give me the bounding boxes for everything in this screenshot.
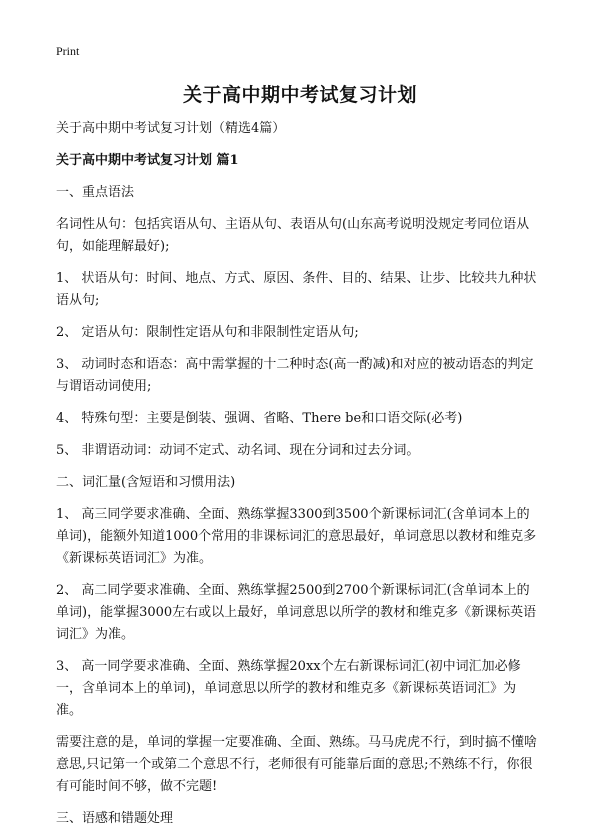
paragraph: 2、 定语从句：限制性定语从句和非限制性定语从句; bbox=[56, 325, 359, 340]
paragraph: 5、 非谓语动词：动词不定式、动名词、现在分词和过去分词。 bbox=[56, 443, 420, 458]
paragraph: 1、 状语从句：时间、地点、方式、原因、条件、目的、结果、让步、比较共九种状语从句; bbox=[56, 271, 537, 308]
paragraph: 4、 特殊句型：主要是倒装、强调、省略、There be和口语交际(必考) bbox=[56, 411, 463, 426]
paragraph: 3、 动词时态和语态：高中需掌握的十二种时态(高一酌减)和对应的被动语态的判定与谓语动词使用; bbox=[56, 357, 534, 394]
document-body bbox=[56, 118, 542, 840]
paragraph: 3、 高一同学要求准确、全面、熟练掌握20xx个左右新课标词汇(初中词汇加必修一，含单词本上的单词)，单词意思以所学的教材和维克多《新课标英语词汇》为准。 bbox=[56, 659, 521, 718]
paragraph: 二、词汇量(含短语和习惯用法) bbox=[56, 475, 236, 490]
document-subtitle: 关于高中期中考试复习计划（精选4篇） bbox=[56, 121, 286, 136]
paragraph: 一、重点语法 bbox=[56, 185, 135, 200]
paragraph: 需要注意的是，单词的掌握一定要准确、全面、熟练。马马虎虎不行，到时搞不懂啥意思,只记第一个或第二个意思不行，老师很有可能靠后面的意思;不熟练不行，你很有可能时间不够，做不完题! bbox=[56, 735, 538, 794]
print-link[interactable]: Print bbox=[56, 44, 80, 58]
paragraph: 2、 高二同学要求准确、全面、熟练掌握2500到2700个新课标词汇(含单词本上的单词)，能掌握3000左右或以上最好，单词意思以所学的教材和维克多《新课标英语词汇》为准。 bbox=[56, 583, 537, 642]
paragraph: 三、语感和错题处理 bbox=[56, 811, 174, 826]
paragraph: 1、 高三同学要求准确、全面、熟练掌握3300到3500个新课标词汇(含单词本上的单词)，能额外知道1000个常用的非课标词汇的意思最好，单词意思以教材和维克多《新课标英语词汇》为准。 bbox=[56, 507, 537, 566]
section-heading: 关于高中期中考试复习计划 篇1 bbox=[56, 153, 239, 168]
page-title: 关于高中期中考试复习计划 bbox=[182, 84, 417, 106]
paragraph: 名词性从句：包括宾语从句、主语从句、表语从句(山东高考说明没规定考同位语从句，如能理解最好); bbox=[56, 217, 530, 254]
